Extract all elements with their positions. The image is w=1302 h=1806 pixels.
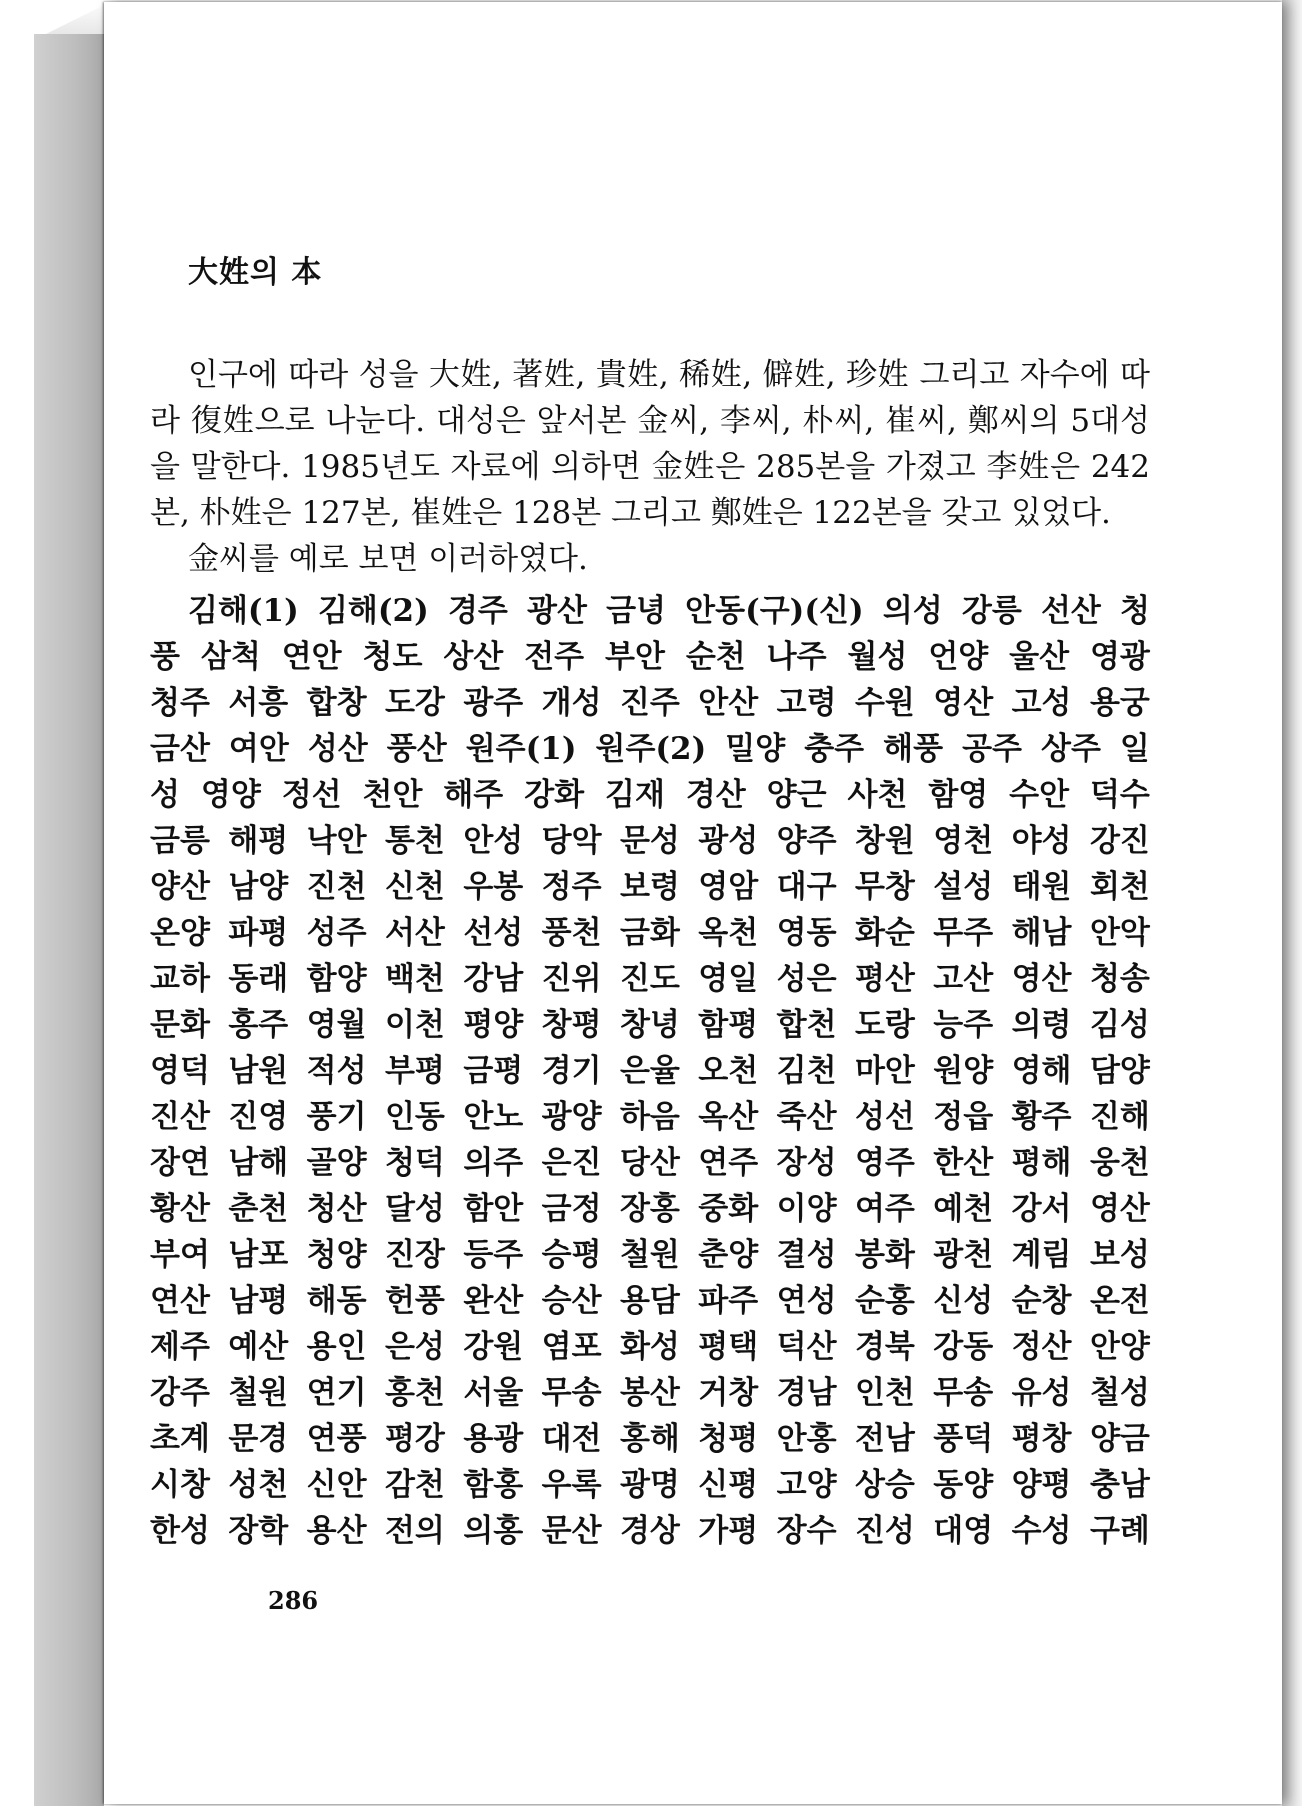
clan-name: 안양 <box>1089 1329 1150 1365</box>
clan-name: 백천 <box>384 961 445 997</box>
clan-name: 김재 <box>605 777 665 813</box>
clan-name: 계림 <box>1011 1237 1072 1273</box>
clan-name: 봉산 <box>619 1375 680 1411</box>
clan-row <box>150 864 1150 910</box>
clan-name: 정읍 <box>933 1099 994 1135</box>
clan-name: 진성 <box>854 1513 915 1549</box>
clan-row <box>150 1094 1150 1140</box>
clan-name: 무창 <box>854 869 915 905</box>
clan-name: 장홍 <box>619 1191 680 1227</box>
clan-name: 죽산 <box>776 1099 837 1135</box>
clan-name: 울산 <box>1009 639 1070 675</box>
clan-name: 춘양 <box>698 1237 759 1273</box>
clan-name: 부안 <box>605 639 665 675</box>
clan-name: 평택 <box>698 1329 759 1365</box>
clan-name: 양금 <box>1089 1421 1150 1457</box>
clan-name: 남해 <box>228 1145 289 1181</box>
clan-name: 장수 <box>776 1513 837 1549</box>
clan-name: 상산 <box>443 639 504 675</box>
clan-name: 문성 <box>619 823 680 859</box>
clan-name: 연풍 <box>306 1421 367 1457</box>
clan-name: 연성 <box>776 1283 837 1319</box>
clan-name: 용산 <box>306 1513 367 1549</box>
section-heading: 大姓의 本 <box>188 255 323 290</box>
clan-name: 신천 <box>384 869 445 905</box>
clan-name: 담양 <box>1089 1053 1150 1089</box>
clan-name: 강진 <box>1089 823 1150 859</box>
clan-name: 사천 <box>847 777 908 813</box>
clan-name: 평해 <box>1011 1145 1072 1181</box>
clan-name: 해남 <box>1011 915 1072 951</box>
clan-name: 헌풍 <box>384 1283 445 1319</box>
clan-name: 광산 <box>527 593 587 629</box>
clan-name: 남양 <box>228 869 289 905</box>
clan-row <box>150 956 1150 1002</box>
clan-name: 해동 <box>306 1283 367 1319</box>
clan-name: 청주 <box>150 685 210 721</box>
clan-name: 함영 <box>928 777 989 813</box>
clan-name: 수안 <box>1009 777 1070 813</box>
clan-name: 무송 <box>933 1375 994 1411</box>
clan-name: 광명 <box>619 1467 680 1503</box>
clan-name: 해풍 <box>883 731 944 767</box>
clan-name: 장성 <box>776 1145 837 1181</box>
clan-name: 상주 <box>1041 731 1101 767</box>
clan-name: 강화 <box>524 777 585 813</box>
clan-name: 우봉 <box>463 869 524 905</box>
clan-row <box>150 1324 1150 1370</box>
clan-name: 창평 <box>541 1007 602 1043</box>
clan-name: 은진 <box>541 1145 602 1181</box>
clan-name: 고령 <box>776 685 837 721</box>
clan-name: 광성 <box>698 823 759 859</box>
clan-name: 의령 <box>1011 1007 1072 1043</box>
clan-name: 문경 <box>228 1421 289 1457</box>
clan-name: 함안 <box>463 1191 524 1227</box>
clan-name: 안동(구)(신) <box>685 593 864 629</box>
clan-name: 금정 <box>541 1191 602 1227</box>
clan-name: 강서 <box>1011 1191 1072 1227</box>
clan-name: 함양 <box>306 961 367 997</box>
clan-name: 염포 <box>541 1329 602 1365</box>
clan-name: 안성 <box>463 823 524 859</box>
clan-name: 양산 <box>150 869 210 905</box>
clan-name: 성은 <box>776 961 837 997</box>
clan-name: 선성 <box>463 915 524 951</box>
clan-row <box>150 772 1150 818</box>
clan-name: 한성 <box>150 1513 210 1549</box>
clan-name: 초계 <box>150 1421 210 1457</box>
clan-name: 진영 <box>228 1099 289 1135</box>
clan-name: 유성 <box>1011 1375 1072 1411</box>
clan-name: 파주 <box>698 1283 759 1319</box>
clan-name: 풍천 <box>541 915 602 951</box>
clan-name: 연산 <box>150 1283 210 1319</box>
clan-name: 정산 <box>1011 1329 1072 1365</box>
clan-name: 봉화 <box>854 1237 915 1273</box>
clan-name: 이천 <box>384 1007 445 1043</box>
clan-name: 달성 <box>384 1191 445 1227</box>
clan-name: 통천 <box>384 823 445 859</box>
clan-name: 철원 <box>228 1375 289 1411</box>
clan-name: 나주 <box>766 639 827 675</box>
clan-name: 여주 <box>854 1191 915 1227</box>
clan-name: 철원 <box>619 1237 680 1273</box>
clan-name: 충주 <box>804 731 865 767</box>
clan-name: 의홍 <box>463 1513 524 1549</box>
clan-name: 영해 <box>1011 1053 1072 1089</box>
clan-name: 고양 <box>776 1467 837 1503</box>
page-content <box>150 250 1150 1554</box>
clan-name: 평양 <box>463 1007 524 1043</box>
clan-name: 등주 <box>463 1237 524 1273</box>
clan-name: 당산 <box>619 1145 680 1181</box>
clan-name: 영동 <box>776 915 837 951</box>
clan-name: 대구 <box>776 869 837 905</box>
clan-name: 광양 <box>541 1099 602 1135</box>
clan-name: 홍해 <box>619 1421 680 1457</box>
clan-name: 금릉 <box>150 823 210 859</box>
clan-name: 용인 <box>306 1329 367 1365</box>
clan-row <box>150 818 1150 864</box>
clan-name: 온전 <box>1089 1283 1150 1319</box>
clan-name: 진천 <box>306 869 367 905</box>
clan-name: 교하 <box>150 961 210 997</box>
clan-name: 인동 <box>384 1099 445 1135</box>
clan-name: 진장 <box>384 1237 445 1273</box>
clan-row <box>150 1232 1150 1278</box>
clan-name: 원주(2) <box>595 731 707 767</box>
clan-name: 개성 <box>541 685 602 721</box>
clan-name: 신성 <box>933 1283 994 1319</box>
clan-name: 화순 <box>854 915 915 951</box>
clan-name: 전주 <box>524 639 585 675</box>
clan-name: 경주 <box>447 593 508 629</box>
clan-name: 여안 <box>228 731 289 767</box>
clan-name: 김성 <box>1089 1007 1150 1043</box>
clan-row <box>150 1416 1150 1462</box>
clan-name: 태원 <box>1011 869 1072 905</box>
clan-name: 화성 <box>619 1329 680 1365</box>
clan-name: 성 <box>150 777 180 813</box>
clan-name: 양평 <box>1011 1467 1072 1503</box>
clan-name: 선산 <box>1040 593 1101 629</box>
clan-name: 한산 <box>933 1145 994 1181</box>
clan-name: 해평 <box>228 823 289 859</box>
clan-name: 합천 <box>776 1007 837 1043</box>
clan-name: 정주 <box>541 869 602 905</box>
clan-name: 설성 <box>933 869 994 905</box>
clan-name: 양주 <box>776 823 837 859</box>
clan-name: 파평 <box>228 915 289 951</box>
clan-row <box>150 726 1150 772</box>
clan-name: 고산 <box>933 961 994 997</box>
clan-row <box>150 1186 1150 1232</box>
clan-name: 부평 <box>384 1053 445 1089</box>
clan-name: 도강 <box>384 685 445 721</box>
clan-name: 용광 <box>463 1421 524 1457</box>
clan-name: 경북 <box>854 1329 915 1365</box>
clan-name: 시창 <box>150 1467 210 1503</box>
clan-name: 밀양 <box>725 731 786 767</box>
clan-name: 순천 <box>685 639 746 675</box>
clan-name: 전남 <box>854 1421 915 1457</box>
clan-name: 강동 <box>933 1329 994 1365</box>
clan-name: 진주 <box>619 685 680 721</box>
example-line: 金씨를 예로 보면 이러하였다. <box>188 541 588 577</box>
clan-name: 청도 <box>362 639 423 675</box>
clan-name: 홍천 <box>384 1375 445 1411</box>
clan-name: 완산 <box>463 1283 524 1319</box>
clan-name: 경기 <box>541 1053 602 1089</box>
clan-name: 광주 <box>463 685 524 721</box>
clan-name: 덕수 <box>1089 777 1150 813</box>
clan-name: 대전 <box>541 1421 602 1457</box>
clan-name: 감천 <box>384 1467 445 1503</box>
clan-name: 안산 <box>698 685 759 721</box>
clan-name: 정선 <box>281 777 342 813</box>
clan-name: 온양 <box>150 915 210 951</box>
clan-name: 수성 <box>1011 1513 1072 1549</box>
clan-name: 성주 <box>306 915 367 951</box>
clan-name: 함평 <box>698 1007 759 1043</box>
clan-name: 함홍 <box>463 1467 524 1503</box>
clan-name: 청 <box>1120 593 1150 629</box>
clan-name: 강주 <box>150 1375 210 1411</box>
clan-name: 장연 <box>150 1145 210 1181</box>
clan-name: 옥천 <box>698 915 759 951</box>
clan-name: 청송 <box>1089 961 1150 997</box>
clan-row <box>150 910 1150 956</box>
clan-name: 영천 <box>933 823 994 859</box>
clan-name: 강원 <box>463 1329 524 1365</box>
clan-name: 청덕 <box>384 1145 445 1181</box>
clan-name: 구례 <box>1089 1513 1150 1549</box>
clan-name: 상승 <box>854 1467 915 1503</box>
clan-name: 남평 <box>228 1283 289 1319</box>
clan-name: 성천 <box>228 1467 289 1503</box>
clan-name: 강릉 <box>961 593 1022 629</box>
clan-name: 부여 <box>150 1237 210 1273</box>
clan-name: 골양 <box>306 1145 367 1181</box>
clan-name: 금화 <box>619 915 680 951</box>
clan-name: 거창 <box>698 1375 759 1411</box>
clan-name: 수원 <box>854 685 915 721</box>
clan-name: 회천 <box>1089 869 1150 905</box>
clan-name: 서산 <box>384 915 445 951</box>
clan-name: 순홍 <box>854 1283 915 1319</box>
clan-name: 강남 <box>463 961 524 997</box>
clan-name: 청양 <box>306 1237 367 1273</box>
clan-name: 문산 <box>541 1513 602 1549</box>
clan-name: 연주 <box>698 1145 759 1181</box>
clan-name: 영암 <box>698 869 759 905</box>
clan-name: 금산 <box>150 731 210 767</box>
clan-row <box>150 1048 1150 1094</box>
clan-name: 황주 <box>1011 1099 1072 1135</box>
clan-name: 경남 <box>776 1375 837 1411</box>
clan-name: 창원 <box>854 823 915 859</box>
clan-name: 철성 <box>1089 1375 1150 1411</box>
intro-paragraph: 인구에 따라 성을 大姓, 著姓, 貴姓, 稀姓, 僻姓, 珍姓 그리고 자수에 따라 復姓으로 나눈다. 대성은 앞서본 金씨, 李씨, 朴씨, 崔씨, 鄭씨의 5대성을 말한다. 1985년도 자료에 의하면 金姓은 285본을 가졌고 李姓은 242본, 朴姓은 127본, 崔姓은 128본 그리고 鄭姓은 122본을 갖고 있었다. <box>150 357 1150 531</box>
clan-name: 진위 <box>541 961 602 997</box>
clan-name: 고성 <box>1011 685 1072 721</box>
clan-name: 금평 <box>463 1053 524 1089</box>
clan-name: 영일 <box>698 961 759 997</box>
clan-name: 김해(1) <box>188 593 299 629</box>
clan-name: 중화 <box>698 1191 759 1227</box>
clan-name: 충남 <box>1089 1467 1150 1503</box>
clan-name: 용궁 <box>1089 685 1150 721</box>
clan-name: 인천 <box>854 1375 915 1411</box>
clan-name: 연기 <box>306 1375 367 1411</box>
clan-name: 영덕 <box>150 1053 210 1089</box>
clan-name: 원양 <box>933 1053 994 1089</box>
clan-name: 능주 <box>933 1007 994 1043</box>
clan-name: 남포 <box>228 1237 289 1273</box>
clan-name: 당악 <box>541 823 602 859</box>
clan-name: 예산 <box>228 1329 289 1365</box>
clan-name: 영양 <box>200 777 261 813</box>
clan-name: 월성 <box>847 639 908 675</box>
page-number: 286 <box>268 1586 319 1615</box>
clan-name: 영광 <box>1089 639 1150 675</box>
clan-name: 가평 <box>698 1513 759 1549</box>
clan-name: 김해(2) <box>317 593 429 629</box>
clan-name: 은율 <box>619 1053 680 1089</box>
clan-name: 웅천 <box>1089 1145 1150 1181</box>
clan-name: 성산 <box>307 731 368 767</box>
clan-name: 황산 <box>150 1191 210 1227</box>
clan-name: 신안 <box>306 1467 367 1503</box>
clan-name: 풍덕 <box>933 1421 994 1457</box>
clan-name: 영산 <box>1089 1191 1150 1227</box>
clan-name: 서울 <box>463 1375 524 1411</box>
clan-name: 춘천 <box>228 1191 289 1227</box>
clan-name: 보성 <box>1089 1237 1150 1273</box>
clan-name: 동래 <box>228 961 289 997</box>
clan-name: 광천 <box>933 1237 994 1273</box>
clan-name: 오천 <box>698 1053 759 1089</box>
clan-name: 진해 <box>1089 1099 1150 1135</box>
clan-name: 보령 <box>619 869 680 905</box>
clan-name: 야성 <box>1011 823 1072 859</box>
clan-name: 경상 <box>619 1513 680 1549</box>
clan-name: 천안 <box>362 777 423 813</box>
clan-name: 영월 <box>306 1007 367 1043</box>
clan-name: 우록 <box>541 1467 602 1503</box>
clan-name: 금녕 <box>606 593 666 629</box>
clan-name: 진도 <box>619 961 680 997</box>
clan-name: 안홍 <box>776 1421 837 1457</box>
clan-name: 풍기 <box>306 1099 367 1135</box>
clan-name: 연안 <box>281 639 342 675</box>
clan-name: 공주 <box>962 731 1022 767</box>
clan-name: 신평 <box>698 1467 759 1503</box>
clan-name: 일 <box>1119 731 1150 767</box>
clan-name: 합창 <box>306 685 367 721</box>
clan-name: 무송 <box>541 1375 602 1411</box>
clan-name: 영산 <box>933 685 994 721</box>
clan-name: 삼척 <box>200 639 261 675</box>
clan-row <box>150 1370 1150 1416</box>
clan-name: 의주 <box>463 1145 524 1181</box>
clan-name: 예천 <box>933 1191 994 1227</box>
clan-name: 동양 <box>933 1467 994 1503</box>
clan-name: 진산 <box>150 1099 210 1135</box>
clan-name: 용담 <box>619 1283 680 1319</box>
clan-name: 하음 <box>619 1099 680 1135</box>
clan-name: 청평 <box>698 1421 759 1457</box>
clan-name: 도랑 <box>854 1007 915 1043</box>
page-edge <box>1282 0 1302 1806</box>
clan-row <box>150 1002 1150 1048</box>
clan-name: 경산 <box>685 777 746 813</box>
clan-name: 양근 <box>766 777 827 813</box>
clan-name: 영주 <box>854 1145 915 1181</box>
clan-name: 문화 <box>150 1007 210 1043</box>
clan-name: 평산 <box>854 961 915 997</box>
clan-name: 남원 <box>228 1053 289 1089</box>
clan-row <box>150 1462 1150 1508</box>
clan-name: 서흥 <box>228 685 289 721</box>
clan-name: 안악 <box>1089 915 1150 951</box>
clan-name: 해주 <box>443 777 504 813</box>
clan-name: 덕산 <box>776 1329 837 1365</box>
clan-name: 풍산 <box>386 731 447 767</box>
clan-name: 전의 <box>384 1513 445 1549</box>
clan-name: 평창 <box>1011 1421 1072 1457</box>
clan-row <box>150 680 1150 726</box>
clan-name: 무주 <box>933 915 994 951</box>
clan-name: 홍주 <box>228 1007 289 1043</box>
clan-name: 창녕 <box>619 1007 680 1043</box>
book-spine <box>34 34 104 1806</box>
clan-name: 안노 <box>463 1099 524 1135</box>
clan-name: 순창 <box>1011 1283 1072 1319</box>
clan-name: 옥산 <box>698 1099 759 1135</box>
clan-name: 적성 <box>306 1053 367 1089</box>
clan-name: 결성 <box>776 1237 837 1273</box>
clan-name: 제주 <box>150 1329 210 1365</box>
clan-name: 원주(1) <box>465 731 577 767</box>
clan-row <box>150 1508 1150 1554</box>
clan-name: 승산 <box>541 1283 602 1319</box>
clan-row <box>150 634 1150 680</box>
clan-name: 풍 <box>150 639 180 675</box>
clan-name: 낙안 <box>306 823 367 859</box>
clan-name: 청산 <box>306 1191 367 1227</box>
clan-name: 대영 <box>933 1513 994 1549</box>
clan-name: 은성 <box>384 1329 445 1365</box>
clan-name: 성선 <box>854 1099 915 1135</box>
clan-row <box>150 1278 1150 1324</box>
clan-row <box>150 1140 1150 1186</box>
clan-name: 김천 <box>776 1053 837 1089</box>
clan-name: 승평 <box>541 1237 602 1273</box>
clan-name: 영산 <box>1011 961 1072 997</box>
clan-name: 이양 <box>776 1191 837 1227</box>
clan-name: 언양 <box>928 639 989 675</box>
clan-name: 평강 <box>384 1421 445 1457</box>
clan-list <box>150 588 1150 1554</box>
clan-name: 장학 <box>228 1513 289 1549</box>
clan-row <box>150 588 1150 634</box>
clan-name: 마안 <box>854 1053 915 1089</box>
clan-name: 의성 <box>882 593 943 629</box>
